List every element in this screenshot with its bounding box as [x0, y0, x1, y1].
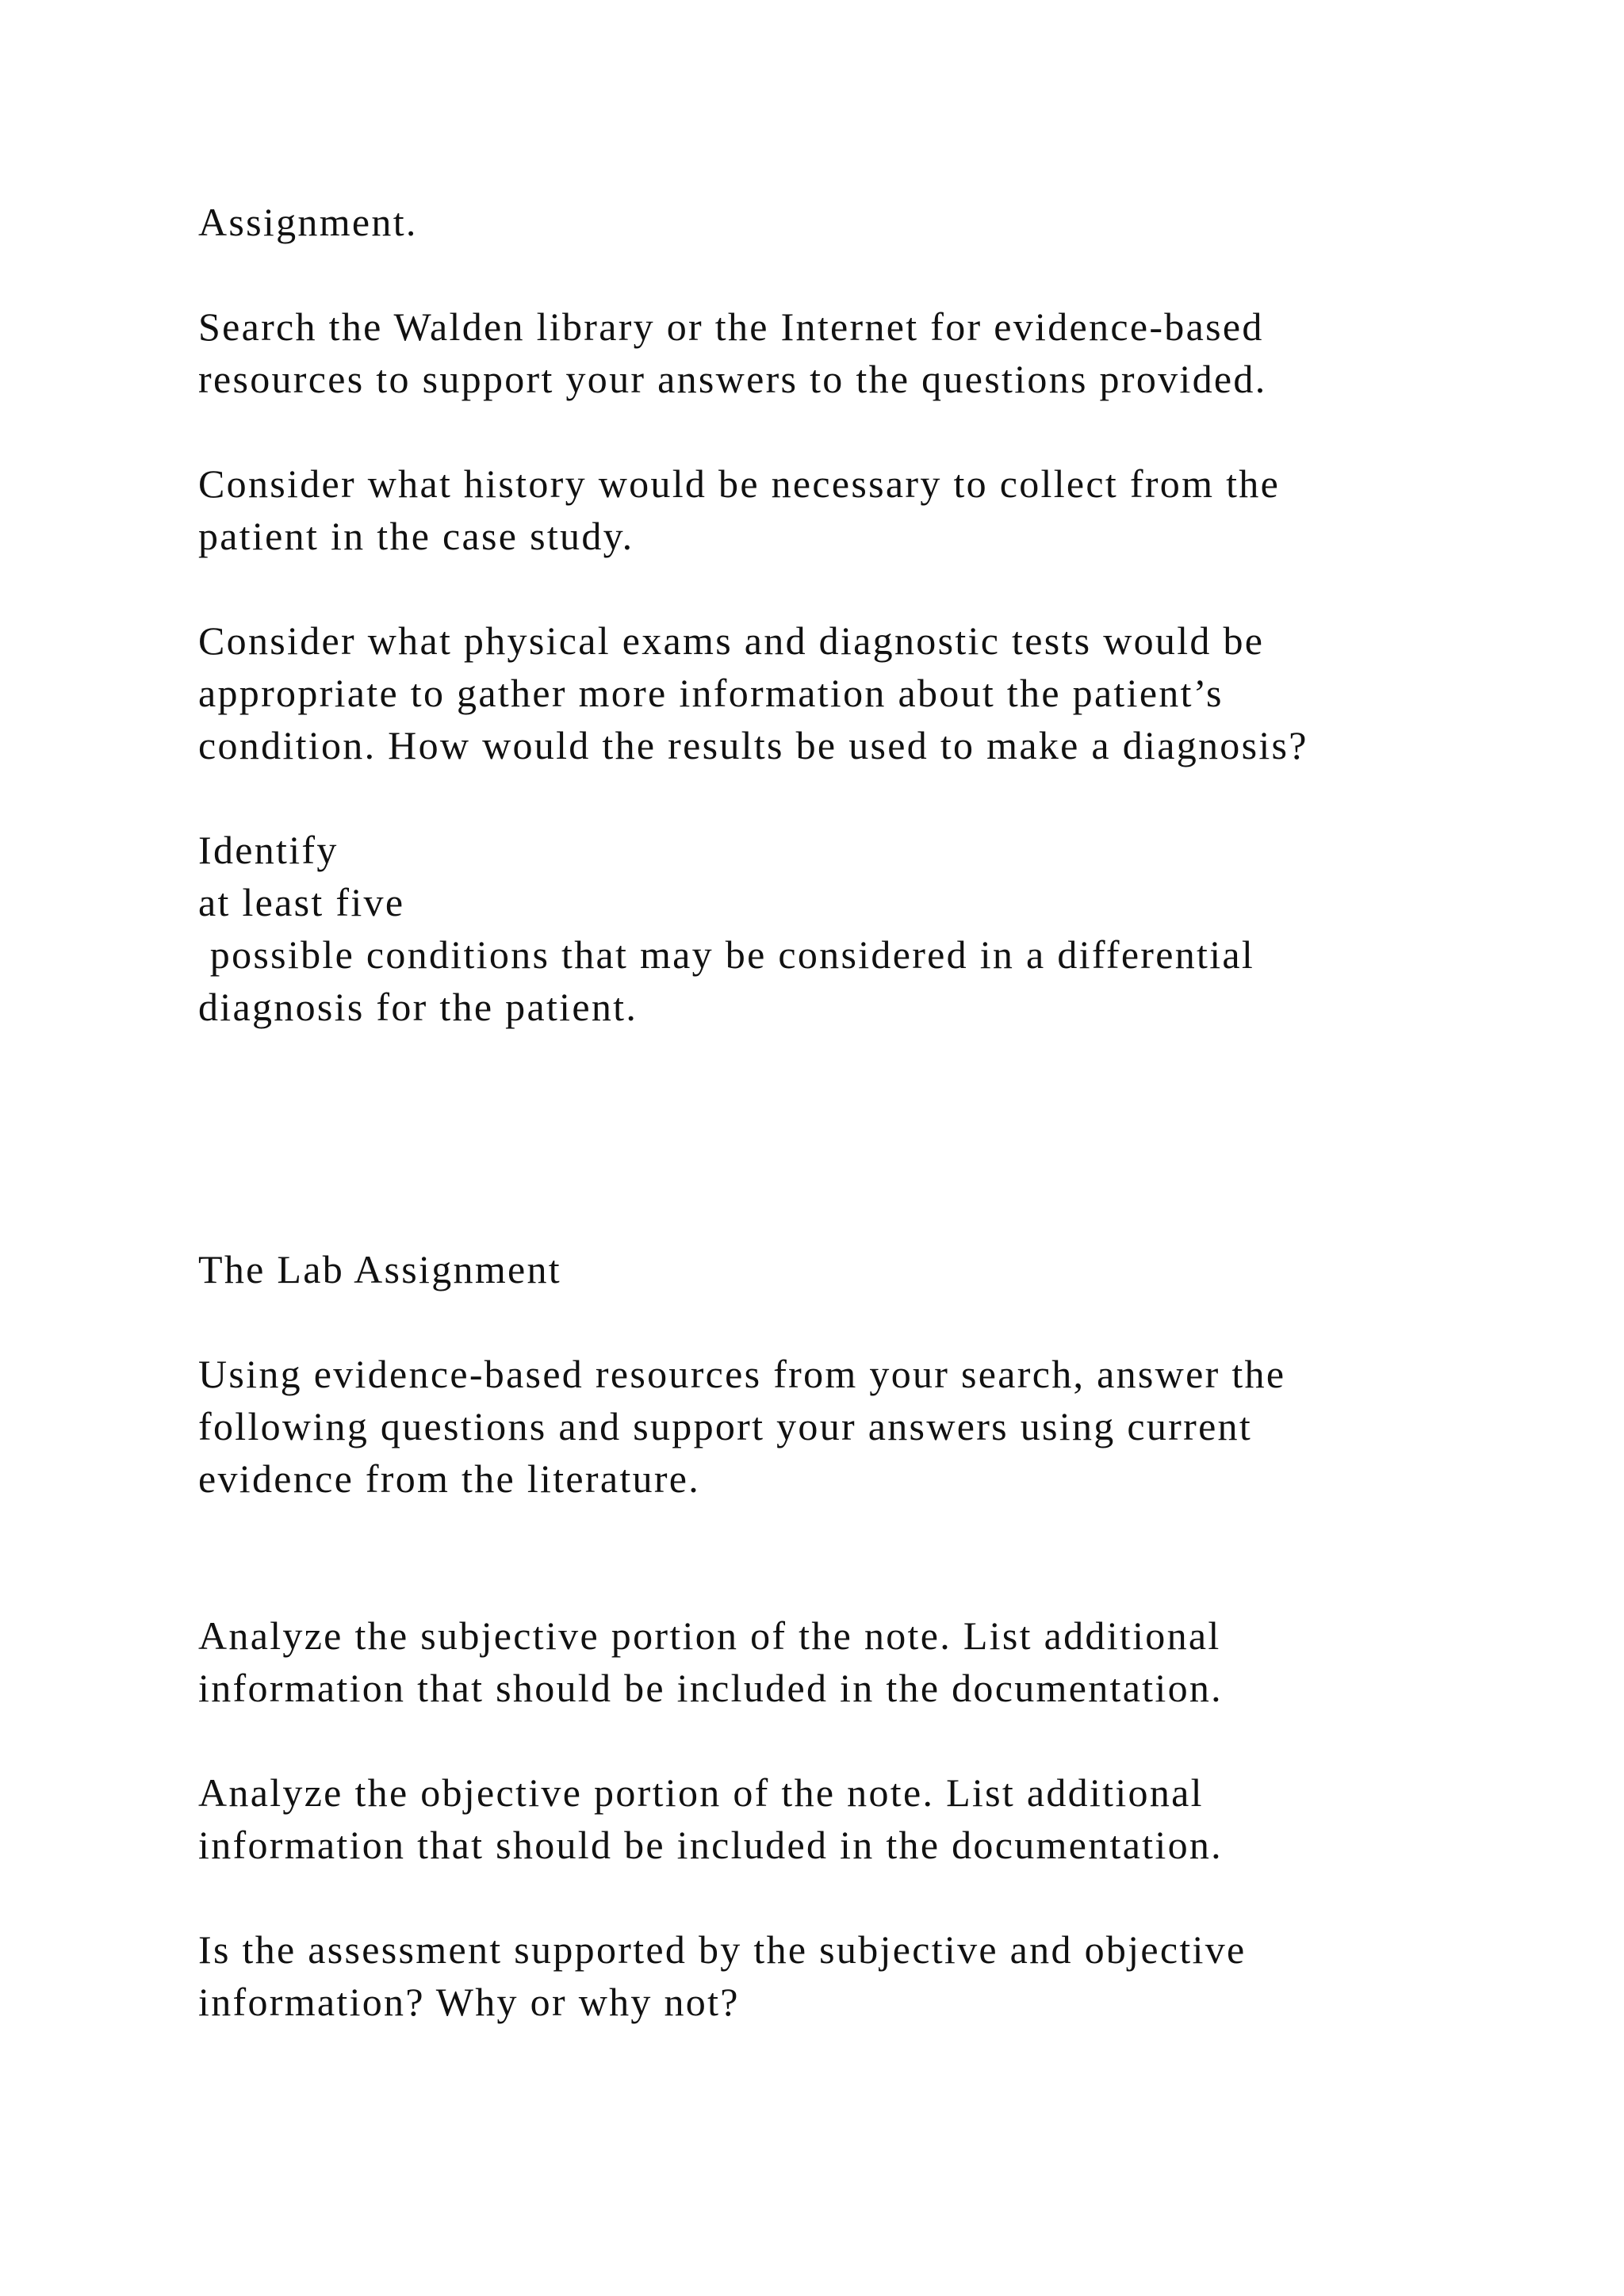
paragraph-line: resources to support your answers to the questions provided.	[198, 357, 1267, 401]
question-line: Is the assessment supported by the subjective and objective	[198, 1927, 1247, 1972]
paragraph-line: Consider what history would be necessary to collect from the	[198, 461, 1281, 506]
paragraph-line: diagnosis for the patient.	[198, 985, 638, 1029]
lab-assignment-heading: The Lab Assignment	[198, 1247, 562, 1292]
assignment-heading: Assignment.	[198, 200, 418, 244]
question-line: Analyze the objective portion of the note. List additional	[198, 1770, 1204, 1815]
paragraph-line: at least five	[198, 880, 405, 924]
paragraph-line: appropriate to gather more information about the patient’s	[198, 671, 1224, 715]
paragraph-line: possible conditions that may be considered in a differential	[198, 932, 1255, 977]
paragraph-line: Using evidence-based resources from your search, answer the	[198, 1352, 1286, 1396]
paragraph-line: Identify	[198, 828, 339, 872]
question-line: information that should be included in the documentation.	[198, 1666, 1223, 1710]
paragraph-line: Consider what physical exams and diagnostic tests would be	[198, 618, 1265, 663]
paragraph-line: condition. How would the results be used to make a diagnosis?	[198, 723, 1308, 767]
paragraph-line: evidence from the literature.	[198, 1456, 701, 1501]
question-line: Analyze the subjective portion of the note. List additional	[198, 1613, 1221, 1658]
paragraph-line: Search the Walden library or the Internet for evidence-based	[198, 304, 1264, 349]
paragraph-line: patient in the case study.	[198, 514, 634, 558]
paragraph-line: following questions and support your answers using current	[198, 1404, 1253, 1448]
question-line: information that should be included in the documentation.	[198, 1823, 1223, 1867]
question-line: information? Why or why not?	[198, 1980, 740, 2024]
